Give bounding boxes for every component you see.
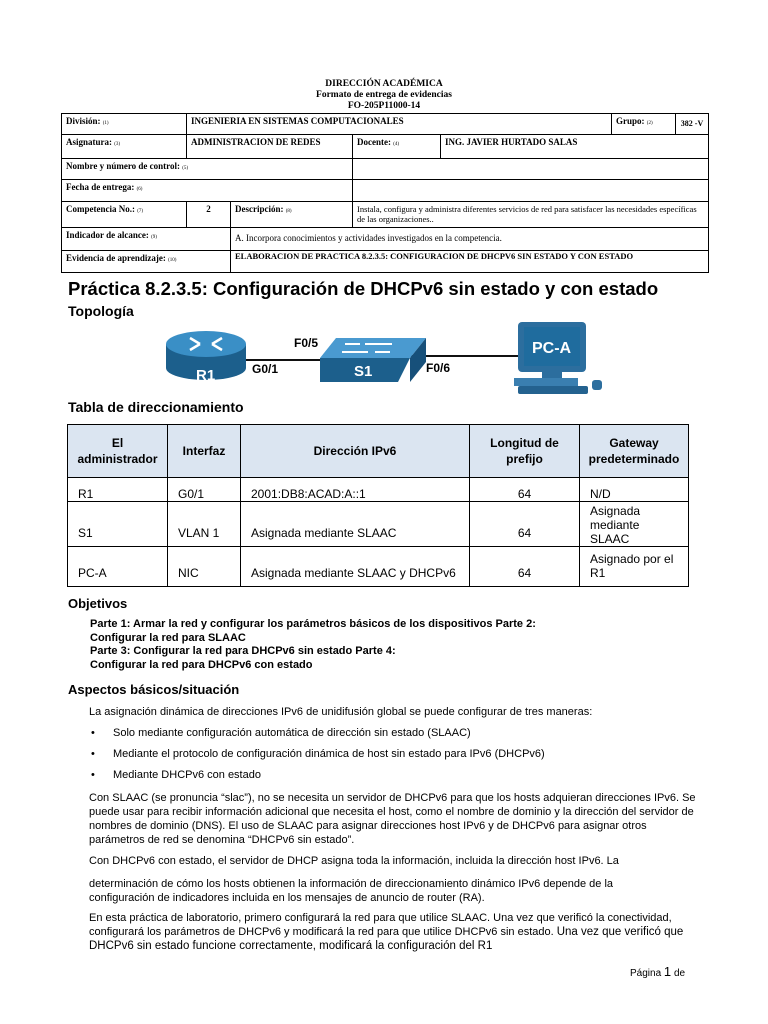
list-item: • Mediante DHCPv6 con estado [91, 769, 261, 781]
table-row [68, 478, 689, 502]
header-code: FO-205P11000-14 [347, 101, 421, 111]
cell-gateway: N/D [580, 478, 689, 502]
cell-prefix: 64 [470, 547, 580, 587]
cell-device: R1 [68, 478, 168, 502]
indicador-value: A. Incorpora conocimientos y actividades investigados en la competencia. [231, 228, 709, 251]
col-header-device: El administrador [68, 425, 168, 478]
competencia-label: Competencia No.: (7) [62, 202, 187, 228]
pca-label: PC-A [532, 340, 572, 357]
paragraph-dhcpv6-stateful: Con DHCPv6 con estado, el servidor de DHCP asigna toda la información, incluida la dirección host IPv6. La [89, 855, 619, 867]
fecha-field[interactable] [353, 180, 709, 202]
paragraph-ra-flags: determinación de cómo los hosts obtienen la información de direccionamiento dinámico IPv6 depende de la configuración de indicadores incluida en los mensajes de anuncio de router (RA). [89, 878, 614, 904]
form-row-fecha [62, 180, 709, 202]
col-header-gateway: Gateway predeterminado [580, 425, 689, 478]
form-row-competencia [62, 202, 709, 228]
cell-interface: VLAN 1 [168, 502, 241, 547]
indicador-label: Indicador de alcance: (9) [62, 228, 231, 251]
cell-ipv6: 2001:DB8:ACAD:A::1 [241, 478, 470, 502]
paragraph-slaac: Con SLAAC (se pronuncia “slac”), no se necesita un servidor de DHCPv6 para que los hosts adquieran direcciones IPv6. Se puede usar para recibir información adicional que necesita el host, como el nombre de dominio y la dirección del servidor de nombres de dominio (DNS). El uso de SLAAC para asignar direcciones host IPv6 y de DHCPv6 para asignar otros parámetros de red se denomina “DHCPv6 sin estado”. [89, 792, 696, 846]
asignatura-value: ADMINISTRACION DE REDES [187, 135, 353, 159]
col-header-interface: Interfaz [168, 425, 241, 478]
f05-label: F0/5 [294, 336, 319, 350]
col-header-prefix: Longitud de prefijo [470, 425, 580, 478]
cell-gateway: Asignada mediante SLAAC [580, 502, 689, 547]
switch-icon [320, 338, 426, 382]
s1-label: S1 [354, 363, 373, 380]
cell-interface: NIC [168, 547, 241, 587]
aspectos-heading: Aspectos básicos/situación [68, 682, 240, 697]
form-row-indicador [62, 228, 709, 251]
page-footer: Página 1 de [630, 964, 686, 979]
g01-label: G0/1 [252, 362, 279, 376]
col-header-ipv6: Dirección IPv6 [241, 425, 470, 478]
list-item: • Mediante el protocolo de configuración dinámica de host sin estado para IPv6 (DHCPv6) [91, 748, 545, 760]
form-row-division [62, 114, 709, 135]
form-row-nombre [62, 159, 709, 180]
table-row [68, 502, 689, 547]
grupo-value: 382 -V [676, 114, 709, 135]
grupo-label: Grupo: (2) [612, 114, 676, 135]
descripcion-label: Descripción: (8) [231, 202, 353, 228]
objetivos-heading: Objetivos [68, 596, 128, 611]
form-row-asignatura [62, 135, 709, 159]
evidencia-value: ELABORACION DE PRACTICA 8.2.3.5: CONFIGURACION DE DHCPV6 SIN ESTADO Y CON ESTADO [231, 251, 709, 273]
addressing-table [67, 424, 689, 587]
cell-device: PC-A [68, 547, 168, 587]
asignatura-label: Asignatura: (3) [62, 135, 187, 159]
topology-heading: Topología [68, 303, 134, 319]
evidencia-label: Evidencia de aprendizaje: (10) [62, 251, 231, 273]
cell-interface: G0/1 [168, 478, 241, 502]
division-value: INGENIERIA EN SISTEMAS COMPUTACIONALES [187, 114, 612, 135]
nombre-label: Nombre y número de control: (5) [62, 159, 353, 180]
cell-ipv6: Asignada mediante SLAAC y DHCPv6 [241, 547, 470, 587]
list-item: • Solo mediante configuración automática de dirección sin estado (SLAAC) [91, 727, 471, 739]
aspectos-intro: La asignación dinámica de direcciones IPv6 de unidifusión global se puede configurar de tres maneras: [89, 706, 593, 718]
form-row-evidencia [62, 251, 709, 273]
cell-prefix: 64 [470, 478, 580, 502]
objetivo-line: Parte 3: Configurar la red para DHCPv6 sin estado Parte 4: [90, 645, 396, 657]
cell-gateway: Asignado por el R1 [580, 547, 689, 587]
fecha-label: Fecha de entrega: (6) [62, 180, 353, 202]
cell-ipv6: Asignada mediante SLAAC [241, 502, 470, 547]
objetivo-line: Configurar la red para SLAAC [90, 631, 246, 644]
router-icon [166, 331, 246, 384]
paragraph-lab: En esta práctica de laboratorio, primero configurará la red para que utilice SLAAC. Una vez que verificó la conectividad, configurará los parámetros de DHCPv6 y modificará la red para que utilice DHCPv6 sin estado. Una vez que verificó que DHCPv6 sin estado funcione correctamente, modificará la configuración del R1 [89, 912, 684, 952]
docente-label: Docente: (4) [353, 135, 441, 159]
competencia-value: 2 [187, 202, 231, 228]
header-title: DIRECCIÓN ACADÉMICA [325, 79, 443, 89]
cell-prefix: 64 [470, 502, 580, 547]
table-row [68, 547, 689, 587]
cell-device: S1 [68, 502, 168, 547]
r1-label: R1 [196, 367, 216, 384]
docente-value: ING. JAVIER HURTADO SALAS [441, 135, 709, 159]
descripcion-value: Instala, configura y administra diferentes servicios de red para satisfacer las necesidades específicas de las organizaciones.. [353, 202, 709, 228]
nombre-field[interactable] [353, 159, 709, 180]
f06-label: F0/6 [426, 361, 451, 375]
objetivo-line: Configurar la red para DHCPv6 con estado [90, 658, 313, 671]
pc-icon [514, 322, 602, 394]
division-label: División: (1) [62, 114, 187, 135]
addressing-header-row [68, 425, 689, 478]
topology-diagram [160, 318, 620, 398]
practice-title: Práctica 8.2.3.5: Configuración de DHCPv6 sin estado y con estado [68, 278, 659, 299]
evidence-form [61, 113, 709, 273]
addressing-heading: Tabla de direccionamiento [68, 399, 244, 415]
objetivo-line: Parte 1: Armar la red y configurar los parámetros básicos de los dispositivos Parte 2: [90, 618, 536, 630]
header-subtitle: Formato de entrega de evidencias [316, 90, 452, 100]
objetivos-list [90, 618, 610, 672]
